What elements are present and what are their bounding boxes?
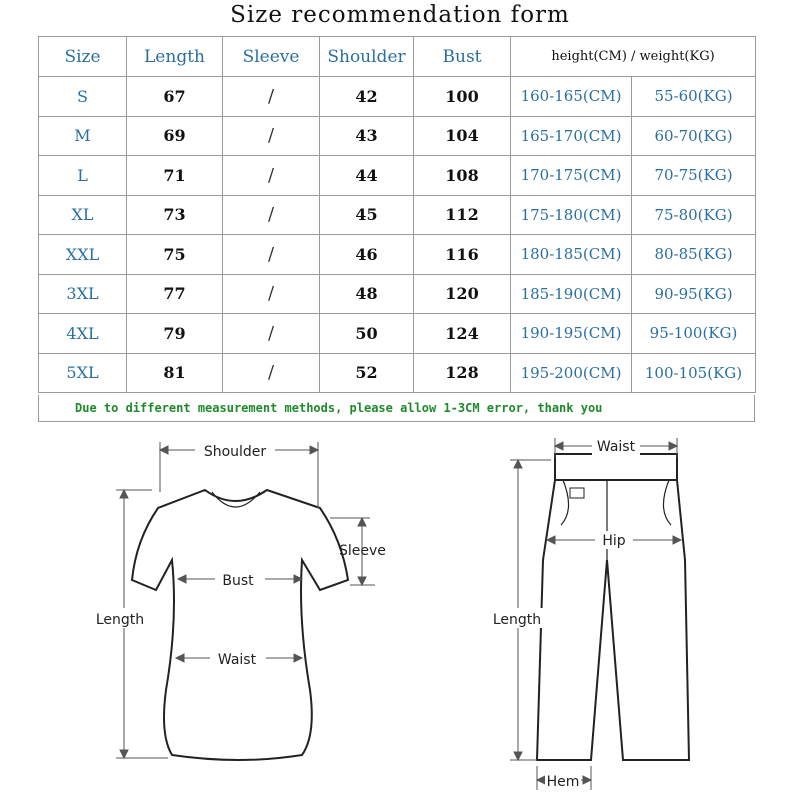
cell-sleeve: / <box>223 314 320 354</box>
cell-bust: 100 <box>414 77 511 117</box>
cell-length: 67 <box>127 77 223 117</box>
cell-bust: 112 <box>414 195 511 235</box>
cell-sleeve: / <box>223 353 320 393</box>
cell-sleeve: / <box>223 235 320 275</box>
cell-shoulder: 42 <box>320 77 414 117</box>
cell-bust: 104 <box>414 116 511 156</box>
table-row <box>39 156 756 196</box>
cell-size: L <box>39 156 127 196</box>
cell-weight: 70-75(KG) <box>632 156 756 196</box>
table-row <box>39 314 756 354</box>
cell-bust: 116 <box>414 235 511 275</box>
cell-bust: 128 <box>414 353 511 393</box>
cell-weight: 90-95(KG) <box>632 274 756 314</box>
cell-sleeve: / <box>223 116 320 156</box>
cell-height: 170-175(CM) <box>511 156 632 196</box>
table-row <box>39 353 756 393</box>
tshirt-shoulder-label: Shoulder <box>203 444 267 460</box>
tshirt-measure-lines <box>116 442 375 758</box>
header-height-weight: height(CM) / weight(KG) <box>511 37 756 77</box>
table-row <box>39 235 756 275</box>
cell-height: 195-200(CM) <box>511 353 632 393</box>
cell-height: 190-195(CM) <box>511 314 632 354</box>
cell-bust: 108 <box>414 156 511 196</box>
cell-weight: 100-105(KG) <box>632 353 756 393</box>
cell-weight: 95-100(KG) <box>632 314 756 354</box>
cell-shoulder: 52 <box>320 353 414 393</box>
cell-height: 165-170(CM) <box>511 116 632 156</box>
tshirt-outline <box>132 490 348 760</box>
pants-diagram <box>485 430 715 795</box>
pants-hip-label: Hip <box>602 533 626 549</box>
tshirt-sleeve-label: Sleeve <box>339 543 386 559</box>
cell-shoulder: 48 <box>320 274 414 314</box>
cell-size: 3XL <box>39 274 127 314</box>
header-shoulder: Shoulder <box>320 37 414 77</box>
table-row <box>39 195 756 235</box>
table-row <box>39 77 756 117</box>
header-sleeve: Sleeve <box>223 37 320 77</box>
cell-height: 175-180(CM) <box>511 195 632 235</box>
cell-shoulder: 46 <box>320 235 414 275</box>
header-bust: Bust <box>414 37 511 77</box>
pants-outline <box>537 454 689 760</box>
cell-shoulder: 43 <box>320 116 414 156</box>
pants-hem-label: Hem <box>546 774 580 790</box>
cell-size: XXL <box>39 235 127 275</box>
cell-length: 69 <box>127 116 223 156</box>
cell-size: 4XL <box>39 314 127 354</box>
cell-weight: 60-70(KG) <box>632 116 756 156</box>
cell-length: 81 <box>127 353 223 393</box>
measurement-note: Due to different measurement methods, please allow 1-3CM error, thank you <box>38 395 755 422</box>
pants-length-label: Length <box>492 612 542 628</box>
cell-shoulder: 44 <box>320 156 414 196</box>
cell-bust: 124 <box>414 314 511 354</box>
cell-size: XL <box>39 195 127 235</box>
cell-sleeve: / <box>223 156 320 196</box>
header-length: Length <box>127 37 223 77</box>
cell-sleeve: / <box>223 195 320 235</box>
cell-weight: 75-80(KG) <box>632 195 756 235</box>
table-row <box>39 274 756 314</box>
table-header-row <box>39 37 756 77</box>
cell-sleeve: / <box>223 77 320 117</box>
size-table <box>38 36 756 393</box>
cell-length: 79 <box>127 314 223 354</box>
header-size: Size <box>39 37 127 77</box>
cell-height: 180-185(CM) <box>511 235 632 275</box>
tshirt-waist-label: Waist <box>217 652 257 668</box>
tshirt-diagram <box>80 430 410 790</box>
cell-bust: 120 <box>414 274 511 314</box>
cell-length: 75 <box>127 235 223 275</box>
cell-weight: 80-85(KG) <box>632 235 756 275</box>
table-row <box>39 116 756 156</box>
cell-height: 160-165(CM) <box>511 77 632 117</box>
cell-shoulder: 45 <box>320 195 414 235</box>
tshirt-bust-label: Bust <box>222 573 254 589</box>
cell-length: 77 <box>127 274 223 314</box>
pants-waist-label: Waist <box>596 439 636 455</box>
cell-length: 73 <box>127 195 223 235</box>
tshirt-length-label: Length <box>95 612 145 628</box>
cell-weight: 55-60(KG) <box>632 77 756 117</box>
cell-size: M <box>39 116 127 156</box>
cell-size: S <box>39 77 127 117</box>
cell-size: 5XL <box>39 353 127 393</box>
page-title: Size recommendation form <box>230 2 570 28</box>
cell-sleeve: / <box>223 274 320 314</box>
cell-shoulder: 50 <box>320 314 414 354</box>
cell-height: 185-190(CM) <box>511 274 632 314</box>
cell-length: 71 <box>127 156 223 196</box>
